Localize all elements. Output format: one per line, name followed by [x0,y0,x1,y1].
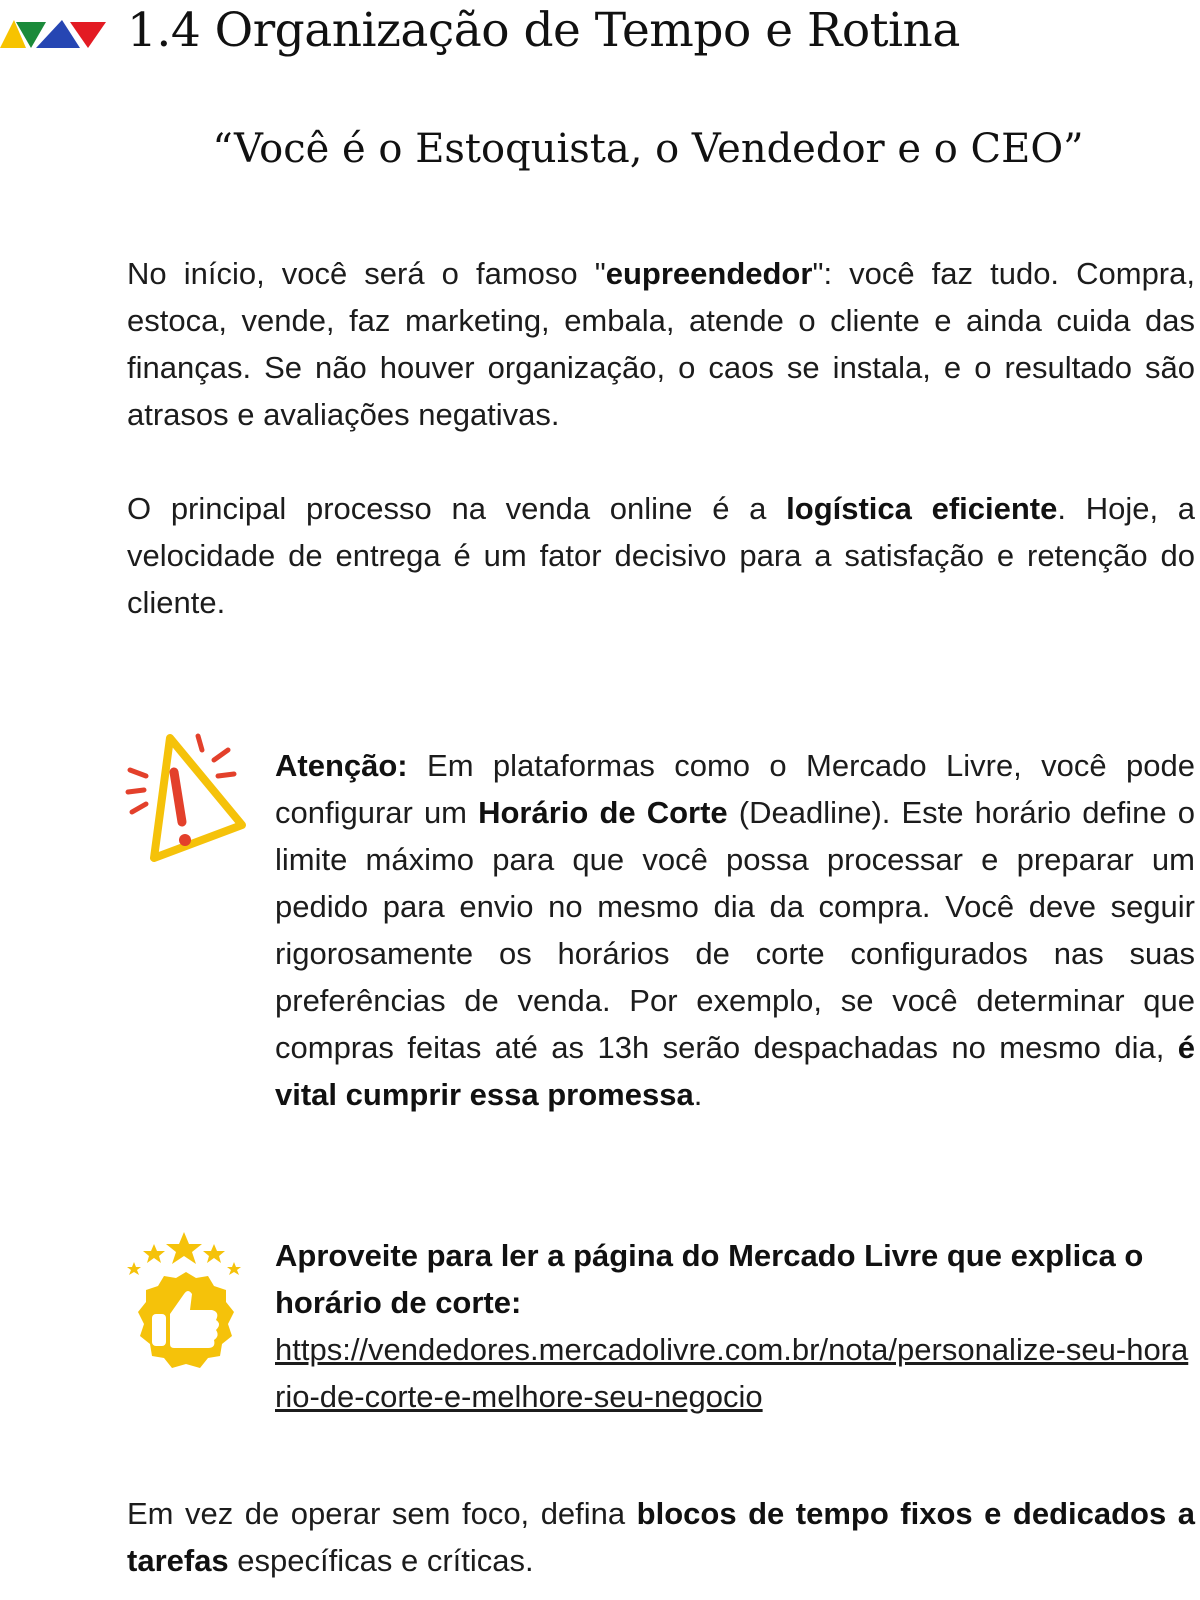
page-subtitle: “Você é o Estoquista, o Vendedor e o CEO” [212,126,1084,172]
thumbs-up-badge-icon [122,1230,250,1400]
warning-label: Atenção: [275,748,408,783]
intro-bold: eupreendedor [605,256,813,291]
section-title: 1.4 Organização de Tempo e Rotina [127,3,960,58]
intro-paragraph: No início, você será o famoso "eupreendedor": você faz tudo. Compra, estoca, vende, faz marketing, embala, atende o cliente e ainda cuida das finanças. Se não houver organização, o caos se instala, e o resultado são atrasos e avaliações negativas. [127,256,1195,432]
page-header [0,0,1200,62]
warning-callout: Atenção: Em plataformas como o Mercado Livre, você pode configurar um Horário de Corte (Deadline). Este horário define o limite máximo para que você possa processar e preparar um pedido para envio no mesmo dia da compra. Você deve seguir rigorosamente os horários de corte configurados nas suas preferências de venda. Por exemplo, se você determinar que compras feitas até as 13h serão despachadas no mesmo dia, é vital cumprir essa promessa. [275,748,1195,1112]
warning-bold-deadline: Horário de Corte [478,795,728,830]
brand-triangles-icon [0,18,122,50]
tip-heading: Aproveite para ler a página do Mercado Livre que explica o horário de corte: [275,1238,1144,1320]
logistics-paragraph: O principal processo na venda online é a logística eficiente. Hoje, a velocidade de entrega é um fator decisivo para a satisfação e retenção do cliente. [127,491,1196,620]
closing-paragraph: Em vez de operar sem foco, defina blocos de tempo fixos e dedicados a tarefas específicas e críticas. [127,1496,1195,1578]
warning-bold-promise: é vital cumprir essa promessa [275,1030,1195,1112]
closing-bold: blocos de tempo fixos e dedicados a tarefas [127,1496,1195,1578]
tip-callout [275,1232,1195,1420]
logistics-bold: logística eficiente [786,491,1058,526]
mercado-livre-link[interactable]: https://vendedores.mercadolivre.com.br/nota/personalize-seu-horario-de-corte-e-melhore-seu-negocio [275,1332,1189,1414]
warning-triangle-icon [122,730,252,870]
